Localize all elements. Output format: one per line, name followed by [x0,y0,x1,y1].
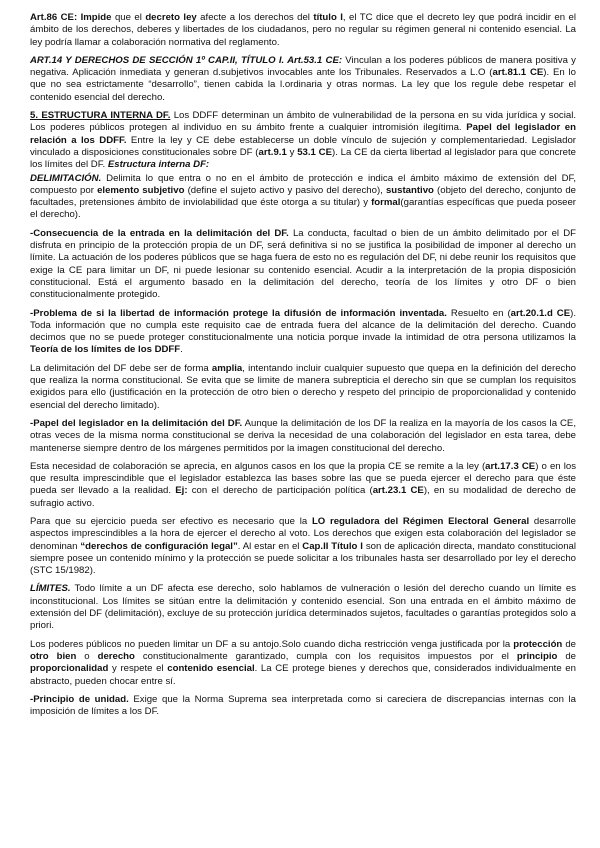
paragraph-regimen-electoral [30,516,576,577]
paragraph-art14 [30,55,576,104]
text-run: Aunque la delimitación de los DF la realiza en la mayoría de los casos la CE, otras veces de la misma norma constitucional se deriva la necesidad de una colaboración del legislador en esta tarea, debe mantenerse siempre dentro de los márgenes permitidos por la imagen constitucional del derecho. [30,417,576,454]
text-run: Para que su ejercicio pueda ser efectivo es necesario que la [30,515,312,527]
text-run: Los DDFF determinan un ámbito de vulnerabilidad de la persona en su vida jurídica y social. Los poderes públicos protegen al individuo en su ámbito frente a cualquier intromisión ilegítima. [30,110,576,134]
paragraph-colaboracion [30,461,576,510]
text-run: título I [313,12,343,23]
text-run: ART.14 Y DERECHOS DE SECCIÓN 1º CAP.II, TÍTULO I. Art.53.1 CE: [30,54,343,66]
text-run: Vinculan a los poderes públicos de manera positiva y negativa. Aplicación inmediata y generan d.subjetivos invocables ante los Tribunales. Reservados a L.O ( [30,54,576,79]
text-run: -Problema de si la libertad de información protege la difusión de información inventada. [30,307,447,319]
text-run: ) o en los que resulta imprescindible que el legislador establezca las bases sobre las que se pueda ejercer el derecho para que éste pueda ser llevado a la realidad. [30,460,576,497]
paragraph-papel-legislador [30,418,576,455]
text-run: Todo límite a un DF afecta ese derecho, solo hablamos de vulneración o lesión del derecho cuando un límite es inconstitucional. Los límites se sitúan entre la delimitación y contenido esencial. Son una entrada en el ámbito máximo de extensión del DF (delimitación), excluye de su protección jurídica determinados sujetos, facultades o garantías protegidos solo a priori. [30,583,576,632]
text-run: art.9.1 [258,146,287,158]
text-run: formal [371,197,401,209]
text-run: art.20.1.d CE [510,307,571,319]
text-run: (garantías específicas que pueda poseer el derecho). [30,197,576,221]
text-run: y [286,146,298,158]
text-run: art.23.1 CE [372,485,424,497]
paragraph-delimitacion [30,173,576,222]
paragraph-delimitacion-amplia [30,363,576,412]
text-run: Estructura interna DF: [107,159,210,171]
text-run: desarrolle aspectos imprescindibles a la hora de ejercer el derecho al voto. Los derechos que exigen esta colaboración del legislador se denominan [30,515,577,552]
text-run: principio [516,650,558,662]
paragraph-libertad-informacion [30,308,576,357]
paragraph-principio-unidad [30,694,576,719]
text-run: amplia [211,362,243,374]
text-run: LO reguladora del Régimen Electoral General [311,515,530,527]
text-run: proporcionalidad [30,663,109,675]
text-run: ). La CE da cierta libertad al legislador para que concrete los límites del DF. [30,146,577,171]
text-run: , intentando incluir cualquier supuesto que quepa en la definición del derecho que realiza la norma constitucional. Se evita que se limite de manera subrepticia el derecho sin que se cumplan los requisitos exigidos para ello (justificación en la protección de otro bien o derecho y respeto del principio de proporcionalidad y contenido esencial del derecho limitado). [30,362,576,411]
text-run: ). En lo que no sea estrictamente “desarrollo”, tienen cabida la l.ordinaria y otras normas. La ley que los regule debe respetar el contenido esencial del derecho. [30,67,576,103]
text-run: Los poderes públicos no pueden limitar un DF a su antojo.Solo cuando dicha restricción venga justificada por la [30,638,514,650]
paragraph-art86 [30,12,576,49]
paragraph-poderes-publicos [30,639,576,688]
text-run: . Al estar en el [237,540,303,552]
text-run: derecho [97,650,135,662]
text-run: art.17.3 CE [485,460,536,472]
text-run: afecte a los derechos del [196,12,314,23]
text-run: contenido esencial [167,663,255,675]
text-run: que el [111,12,146,23]
text-run: o [76,650,98,662]
text-run: art.81.1 CE [492,67,544,79]
text-run: decreto ley [145,12,197,23]
text-run: La conducta, facultad o bien de un ámbito delimitado por el DF disfruta en principio de la protección propia de un DF, será definitiva si no se justifica la posibilidad de imponer al derecho un límite. La actuación de los poderes públicos que se haga fuera de esto no es regulación del DF, ni debe reunir los requisitos que exige la CE para limitar un DF, ni puede lesionar su contenido esencial. Acudir a la interpretación de la propia disposición constitucional. Está el argumento basado en la delimitación del derecho, teoría de los límites y otro DF o bien constitucionalmente protegido. [30,227,577,301]
text-run: son de aplicación directa, mandato constitucional siempre posee un contenido mínimo y la protección se puede solicitar a los tribunales hasta ser desarrollado por ley el derecho (STC 15/1982). [30,540,576,577]
text-run: elemento subjetivo [97,184,185,196]
text-run: DELIMITACIÓN. [30,172,102,184]
text-run: ), en su modalidad de derecho de sufragio activo. [30,485,576,509]
text-run: Papel del legislador en relación a los DDFF. [30,122,576,146]
paragraph-estructura-interna [30,110,576,171]
text-run: 5. ESTRUCTURA INTERNA DF. [30,110,171,122]
text-run: -Principio de unidad. [30,693,129,705]
text-run: , el TC dice que el decreto ley que podrá incidir en el ámbito de los derechos, deberes y libertades de los ciudadanos, pero no regular su régimen general ni contenido esencial. La ley podría llamar a colaboración normativa del reglamento. [30,12,576,48]
text-run: de [557,650,576,662]
text-run: Exige que la Norma Suprema sea interpretada como si careciera de discrepancias internas con la imposición de límites a los DF. [30,693,577,718]
text-run: “derechos de configuración legal” [80,540,238,552]
text-run: 53.1 CE [297,146,333,158]
paragraph-consecuencia [30,228,576,302]
text-run: Ej: [175,485,188,497]
text-run: y respete el [108,663,168,675]
text-run: Teoría de los límites de los DDFF [30,344,181,356]
text-run: sustantivo [385,184,434,196]
text-run: . La CE protege bienes y derechos que, considerados individualmente en abstracto, pueden chocar entre sí. [30,663,576,687]
text-run: La delimitación del DF debe ser de forma [30,362,212,374]
text-run: (define el sujeto activo y pasivo del derecho), [184,184,386,196]
text-run: constitucionalmente garantizado, cumpla con los requisitos impuestos por el [134,650,517,662]
text-run: Esta necesidad de colaboración se aprecia, en algunos casos en los que la propia CE se remite a la ley ( [30,460,486,472]
text-run: Cap.II Título I [302,540,363,552]
text-run: de [562,638,576,650]
text-run: -Consecuencia de la entrada en la delimitación del DF. [30,227,289,239]
text-run: otro bien [30,650,77,662]
text-run: Resuelto en ( [446,307,511,319]
text-run: (objeto del derecho, conjunto de facultades, pretensiones ámbito de inviolabilidad que éste otorga a su titular) y [30,184,576,209]
text-run: Delimita lo que entra o no en el ámbito de protección e indica el ámbito máximo de extensión del DF, compuesto por [30,172,576,196]
text-run: Art.86 CE: Impide [30,12,112,23]
text-run: protección [513,638,563,650]
text-run: -Papel del legislador en la delimitación del DF. [30,417,243,429]
paragraph-limites [30,583,576,632]
text-run: ). Toda información que no cumpla este requisito cae de entrada fuera del alcance de la delimitación del derecho. Cuando decimos que no se puede proteger constitucionalmente una noticia porque invade la intimidad de otra persona utilizamos la [30,307,577,344]
text-run: . [180,344,183,356]
text-run: con el derecho de participación política ( [187,485,373,497]
text-run: LÍMITES. [30,583,71,595]
text-run: Entre la ley y CE debe establecerse un doble vínculo de sujeción y complementariedad. Legislador vinculado a disposiciones constitucionales sobre DF ( [30,134,576,158]
